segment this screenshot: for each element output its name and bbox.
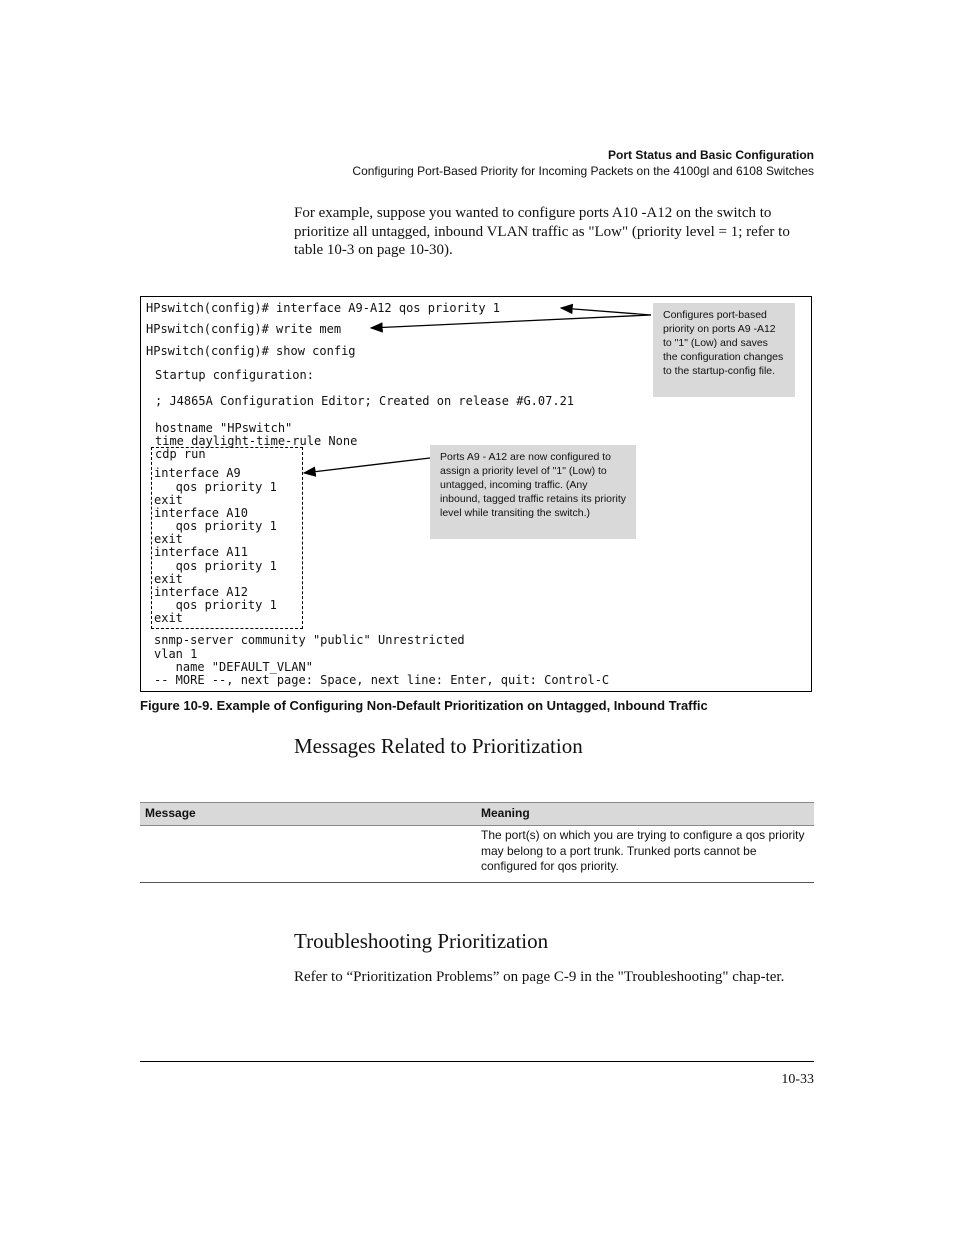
footer-rule (140, 1061, 814, 1062)
section-title-messages: Messages Related to Prioritization (294, 734, 583, 758)
arrow-to-interface-box (304, 458, 430, 473)
cli-command-2: HPswitch(config)# write mem (146, 322, 342, 336)
running-header-title: Port Status and Basic Configuration (607, 148, 814, 162)
column-header-message: Message (145, 806, 196, 820)
interface-line: qos priority 1 (154, 559, 277, 573)
callout-write-mem: Configures port-based priority on ports A9 -A12 to "1" (Low) and saves the configuration changes to the startup-config file. (653, 303, 795, 397)
time-rule-line: time daylight-time-rule None (155, 434, 358, 448)
interface-line: exit (154, 532, 183, 546)
interface-line: interface A10 (154, 506, 248, 520)
interface-line: qos priority 1 (154, 598, 277, 612)
interface-line: qos priority 1 (154, 519, 277, 533)
figure-caption: Figure 10-9. Example of Configuring Non-Default Prioritization on Untagged, Inbound Traffic (140, 698, 708, 713)
cli-command-3: HPswitch(config)# show config (146, 344, 356, 358)
troubleshooting-paragraph: Refer to “Prioritization Problems” on page C-9 in the "Troubleshooting" chap-ter. (294, 969, 785, 985)
callout-interfaces: Ports A9 - A12 are now configured to assign a priority level of "1" (Low) to untagged, incoming traffic. (Any inbound, tagged traffic retains its priority level while transiting the switch.) (430, 445, 636, 539)
callout-arrows (141, 297, 813, 693)
startup-config-label: Startup configuration: (155, 368, 314, 382)
cdp-line: cdp run (155, 447, 206, 461)
interface-line: qos priority 1 (154, 480, 277, 494)
page-number: 10-33 (781, 1072, 814, 1087)
table-cell-meaning: The port(s) on which you are trying to configure a qos priority may belong to a port trunk. Trunked ports cannot be configured for qos priority. (481, 828, 805, 873)
table-row (140, 826, 814, 883)
section-title-troubleshooting: Troubleshooting Prioritization (294, 929, 549, 953)
arrow-to-command-1 (561, 308, 651, 315)
table-header (140, 802, 814, 826)
hostname-line: hostname "HPswitch" (155, 421, 293, 435)
interface-line: interface A12 (154, 585, 248, 599)
cli-command-1: HPswitch(config)# interface A9-A12 qos priority 1 (146, 301, 501, 315)
interface-line: interface A11 (154, 545, 248, 559)
interface-line: exit (154, 493, 183, 507)
intro-paragraph: For example, suppose you wanted to configure ports A10 -A12 on the switch to prioritize all untagged, inbound VLAN traffic as "Low" (priority level = 1; refer to table 10-3 on page 10-30). (294, 205, 790, 258)
messages-table (140, 802, 814, 883)
running-header-subtitle: Configuring Port-Based Priority for Incoming Packets on the 4100gl and 6108 Switches (352, 164, 814, 178)
snmp-line: snmp-server community "public" Unrestricted (154, 633, 465, 647)
figure-cli-example (140, 296, 812, 692)
interface-line: interface A9 (154, 466, 241, 480)
column-header-meaning: Meaning (481, 806, 530, 820)
more-prompt-line: -- MORE --, next page: Space, next line: Enter, quit: Control-C (154, 673, 610, 687)
arrow-to-command-2 (371, 315, 651, 328)
interface-line: exit (154, 611, 183, 625)
config-editor-line: ; J4865A Configuration Editor; Created on release #G.07.21 (155, 394, 575, 408)
vlan-line: vlan 1 (154, 647, 198, 661)
interface-line: exit (154, 572, 183, 586)
vlan-name-line: name "DEFAULT_VLAN" (154, 660, 313, 674)
